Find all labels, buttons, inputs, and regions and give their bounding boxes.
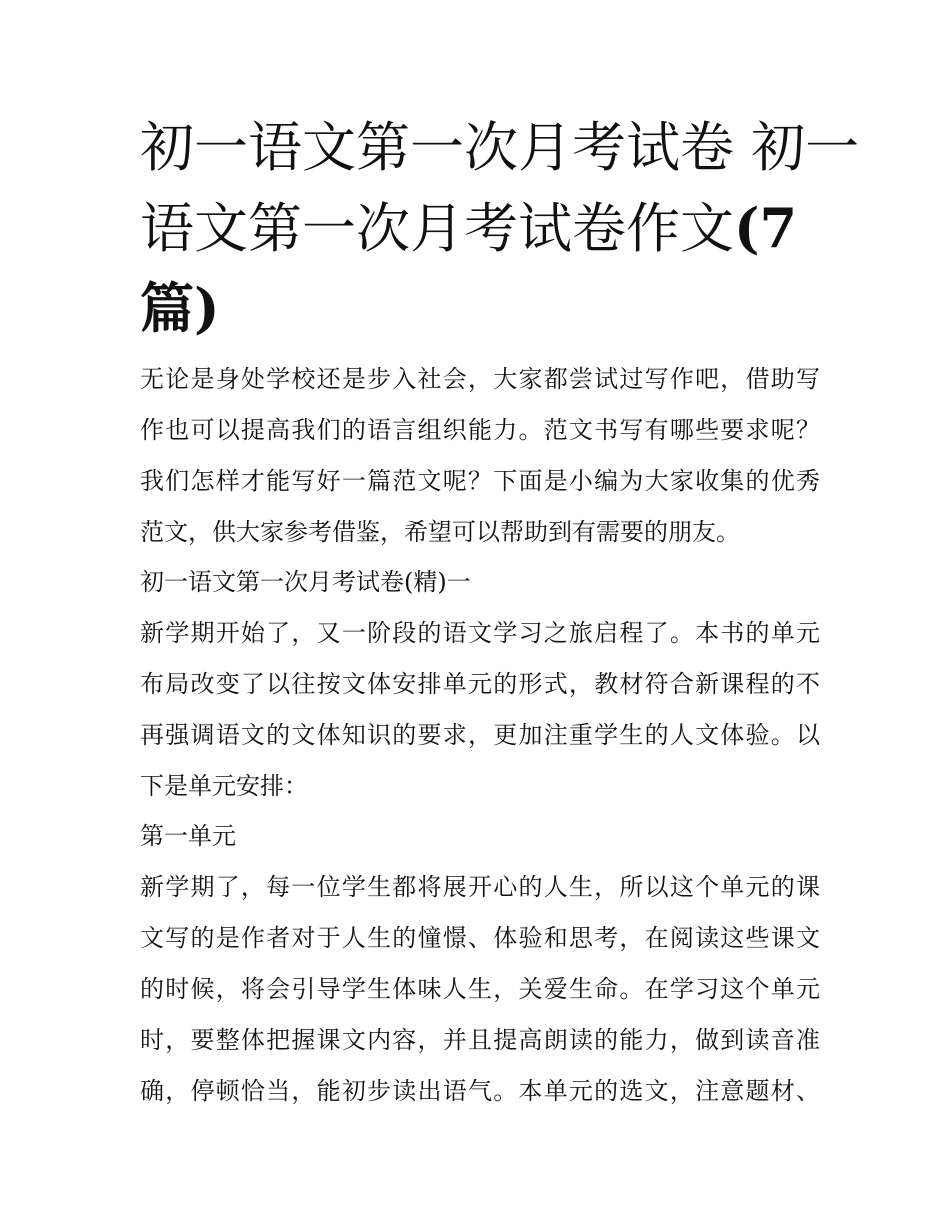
title-line: 初一语文第一次月考试卷 初一 [140,116,860,179]
intro-line: 作也可以提高我们的语言组织能力。范文书写有哪些要求呢？ [140,416,820,444]
paragraph-line: 新学期开始了，又一阶段的语文学习之旅启程了。本书的单元 [140,619,820,647]
intro-line: 范文，供大家参考借鉴，希望可以帮助到有需要的朋友。 [140,518,740,546]
title-line [140,188,820,268]
intro-line: 无论是身处学校还是步入社会，大家都尝试过写作吧，借助写 [140,365,820,393]
paragraph-line: 文写的是作者对于人生的憧憬、体验和思考，在阅读这些课文 [140,924,820,952]
intro-line: 我们怎样才能写好一篇范文呢？下面是小编为大家收集的优秀 [140,467,820,495]
title-line: 篇) [140,276,220,340]
title-line-text: 语文第一次月考试卷作文 [140,197,734,260]
section-heading-text: 初一语文第一次月考试卷(精)一 [140,568,471,596]
paragraph-line: 时，要整体把握课文内容，并且提高朗读的能力，做到读音准 [140,1026,820,1054]
unit-heading [140,811,820,862]
paragraph-line: 新学期了，每一位学生都将展开心的人生，所以这个单元的课 [140,873,820,901]
section-heading [140,557,820,608]
paragraph-line: 确，停顿恰当，能初步读出语气。本单元的选文，注意题材、 [140,1077,820,1105]
paragraph-1 [140,608,820,812]
document-title [140,108,860,348]
title-line-bold-part: (7 [734,196,798,260]
unit-heading-text: 第一单元 [140,822,236,850]
paragraph-line: 再强调语文的文体知识的要求，更加注重学生的人文体验。以 [140,721,820,749]
paragraph-2 [140,862,820,1117]
paragraph-line: 的时候，将会引导学生体味人生，关爱生命。在学习这个单元 [140,975,820,1003]
paragraph-line: 布局改变了以往按文体安排单元的形式，教材符合新课程的不 [140,670,820,698]
intro-paragraph [140,354,820,558]
paragraph-line: 下是单元安排： [140,772,308,800]
